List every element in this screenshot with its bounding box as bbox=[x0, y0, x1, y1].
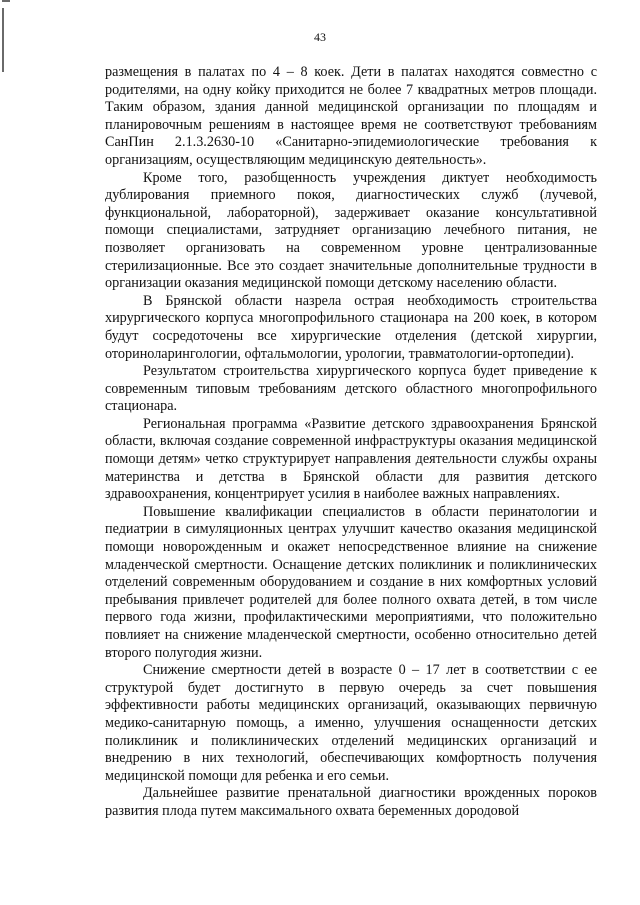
document-body bbox=[105, 64, 597, 821]
paragraph: размещения в палатах по 4 – 8 коек. Дети в палатах находятся совместно с родителями, на одну койку приходится не более 7 квадратных метров площади. Таким образом, здания данной медицинской организации по площадям и планировочным решениям в настоящее время не соответствуют требованиям СанПин 2.1.3.2630-10 «Санитарно-эпидемиологические требования к организациям, осуществляющим медицинскую деятельность». bbox=[105, 64, 597, 168]
scan-edge-mark-top bbox=[2, 0, 10, 2]
paragraph: Кроме того, разобщенность учреждения диктует необходимость дублирования приемного покоя, диагностических служб (лучевой, функциональной, лабораторной), задерживает оказание консультативной помощи специалистами, затрудняет организацию лечебного питания, не позволяет организовать на современном уровне централизованные стерилизационные. Все это создает значительные дополнительные трудности в организации оказания медицинской помощи детскому населению области. bbox=[105, 169, 597, 292]
paragraph: Снижение смертности детей в возрасте 0 – 17 лет в соответствии с ее структурой будет достигнуто в первую очередь за счет повышения эффективности работы медицинских организаций, оказывающих первичную медико-санитарную помощь, а именно, улучшения оснащенности детских поликлиник и поликлинических отделений медицинских организаций и внедрению в них технологий, обеспечивающих комфортность получения медицинской помощи для ребенка и его семьи. bbox=[105, 662, 597, 784]
paragraph: Результатом строительства хирургического корпуса будет приведение к современным типовым требованиям детского областного многопрофильного стационара. bbox=[105, 363, 597, 415]
paragraph: В Брянской области назрела острая необходимость строительства хирургического корпуса многопрофильного стационара на 200 коек, в котором будут сосредоточены все хирургические отделения (детской хирургии, оториноларингологии, офтальмологии, урологии, травматологии-ортопедии). bbox=[105, 292, 597, 362]
paragraph: Региональная программа «Развитие детского здравоохранения Брянской области, включая создание современной инфраструктуры оказания медицинской помощи детям» четко структурирует направления деятельности службы охраны материнства и детства в Брянской области для развития детского здравоохранения, концентрирует усилия в наиболее важных направлениях. bbox=[105, 415, 597, 503]
paragraph: Дальнейшее развитие пренатальной диагностики врожденных пороков развития плода путем максимального охвата беременных дородовой bbox=[105, 785, 597, 819]
page-number: 43 bbox=[314, 30, 326, 44]
paragraph: Повышение квалификации специалистов в области перинатологии и педиатрии в симуляционных центрах улучшит качество оказания медицинской помощи новорожденным и окажет непосредственное влияние на снижение младенческой смертности. Оснащение детских поликлиник и поликлинических отделений современным оборудованием и создание в них комфортных условий пребывания привлечет родителей для более полного охвата детей, в том числе первого года жизни, профилактическими мероприятиями, что положительно повлияет на снижение младенческой смертности, особенно относительно детей второго полугодия жизни. bbox=[105, 503, 597, 661]
